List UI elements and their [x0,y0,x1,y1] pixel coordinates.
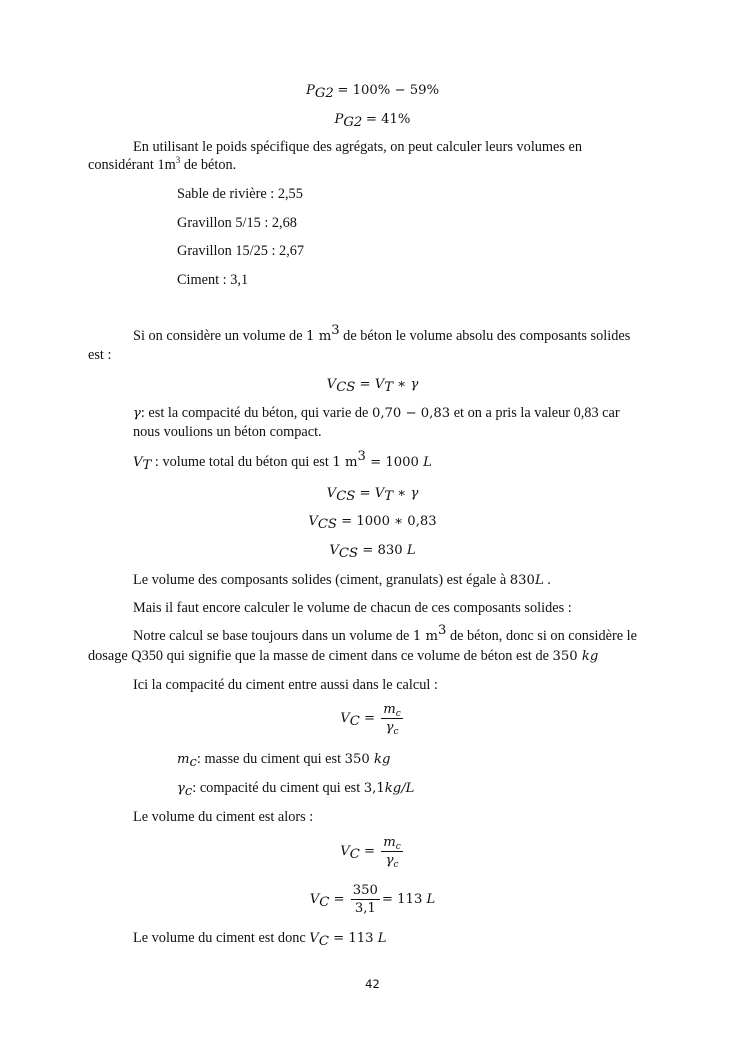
equation-vcs-formula-2: $V_{CS} = V_T$ ∗ γ [326,486,419,504]
compactness-sentence: Ici la compacité du ciment entre aussi dans le calcul : [133,677,438,693]
cement-volume-intro: Le volume du ciment est alors : [133,809,314,825]
equation-vc-fraction: $V_C$ = $\frac{m_c}{\gamma_c}$ [340,702,401,738]
each-component-sentence: Mais il faut encore calculer le volume de chacun de ces composants solides : [133,600,572,616]
material-ciment: Ciment : 3,1 [177,272,249,288]
basis-para-line-2: dosage Q350 qui signifie que la masse de ciment dans ce volume de béton est de 350 kg [88,648,599,664]
equation-vc-numeric: $V_C$ = $\frac{350}{3,1}$ = 113 L [309,883,436,917]
gamma-definition-line-2: nous voulions un béton compact. [133,424,322,440]
equation-pg2-difference: $P_{G2} = 100\% - 59\%$ [305,83,440,101]
equation-pg2-result: $P_{G2} = 41\%$ [334,112,411,130]
volume-para-line-2: est : [88,347,112,363]
material-gravillon-5-15: Gravillon 5/15 : 2,68 [177,215,297,231]
intro-line-2: considérant $1m^3$ de béton. [88,155,237,173]
material-gravillon-15-25: Gravillon 15/25 : 2,67 [177,243,305,259]
solids-volume-sentence: Le volume des composants solides (ciment, granulats) est égale à 830L . [133,572,551,588]
basis-para-line-1: Notre calcul se base toujours dans un volume de 1 $m^3$ de béton, donc si on considère le [133,623,637,644]
equation-vc-fraction-2: $V_C$ = $\frac{m_c}{\gamma_c}$ [340,835,401,871]
final-cement-volume-sentence: Le volume du ciment est donc $V_C = 113$ L [133,930,387,949]
fraction-mc-over-gammac: $\frac{m_c}{\gamma_c}$ [383,702,401,738]
equation-vcs-formula: $V_{CS} = V_T$ ∗ γ [326,377,419,395]
gammac-definition: $\gamma_c$: compacité du ciment qui est 3,1kg/L [177,780,415,799]
equation-vcs-result: $V_{CS} = 830$ L [329,543,416,561]
page-number: 42 [365,977,380,991]
material-sable: Sable de rivière : 2,55 [177,186,303,202]
intro-line-1: En utilisant le poids spécifique des agrégats, on peut calculer leurs volumes en [133,139,583,155]
fraction-mc-over-gammac-2: $\frac{m_c}{\gamma_c}$ [383,835,401,871]
volume-para-line-1: Si on considère un volume de 1 $m^3$ de béton le volume absolu des composants solides [133,323,631,344]
fraction-350-over-3-1: $\frac{350}{3,1}$ [352,883,378,917]
equation-vcs-calc: $V_{CS} = 1000$ ∗ 0,83 [308,514,437,532]
mc-definition: $m_c$: masse du ciment qui est 350 kg [177,751,391,770]
vt-definition: $V_T$ : volume total du béton qui est 1 $m^3 = 1000$ L [133,449,432,473]
gamma-definition-line-1: γ: est la compacité du béton, qui varie de 0,70 − 0,83 et on a pris la valeur 0,83 car [133,405,620,421]
